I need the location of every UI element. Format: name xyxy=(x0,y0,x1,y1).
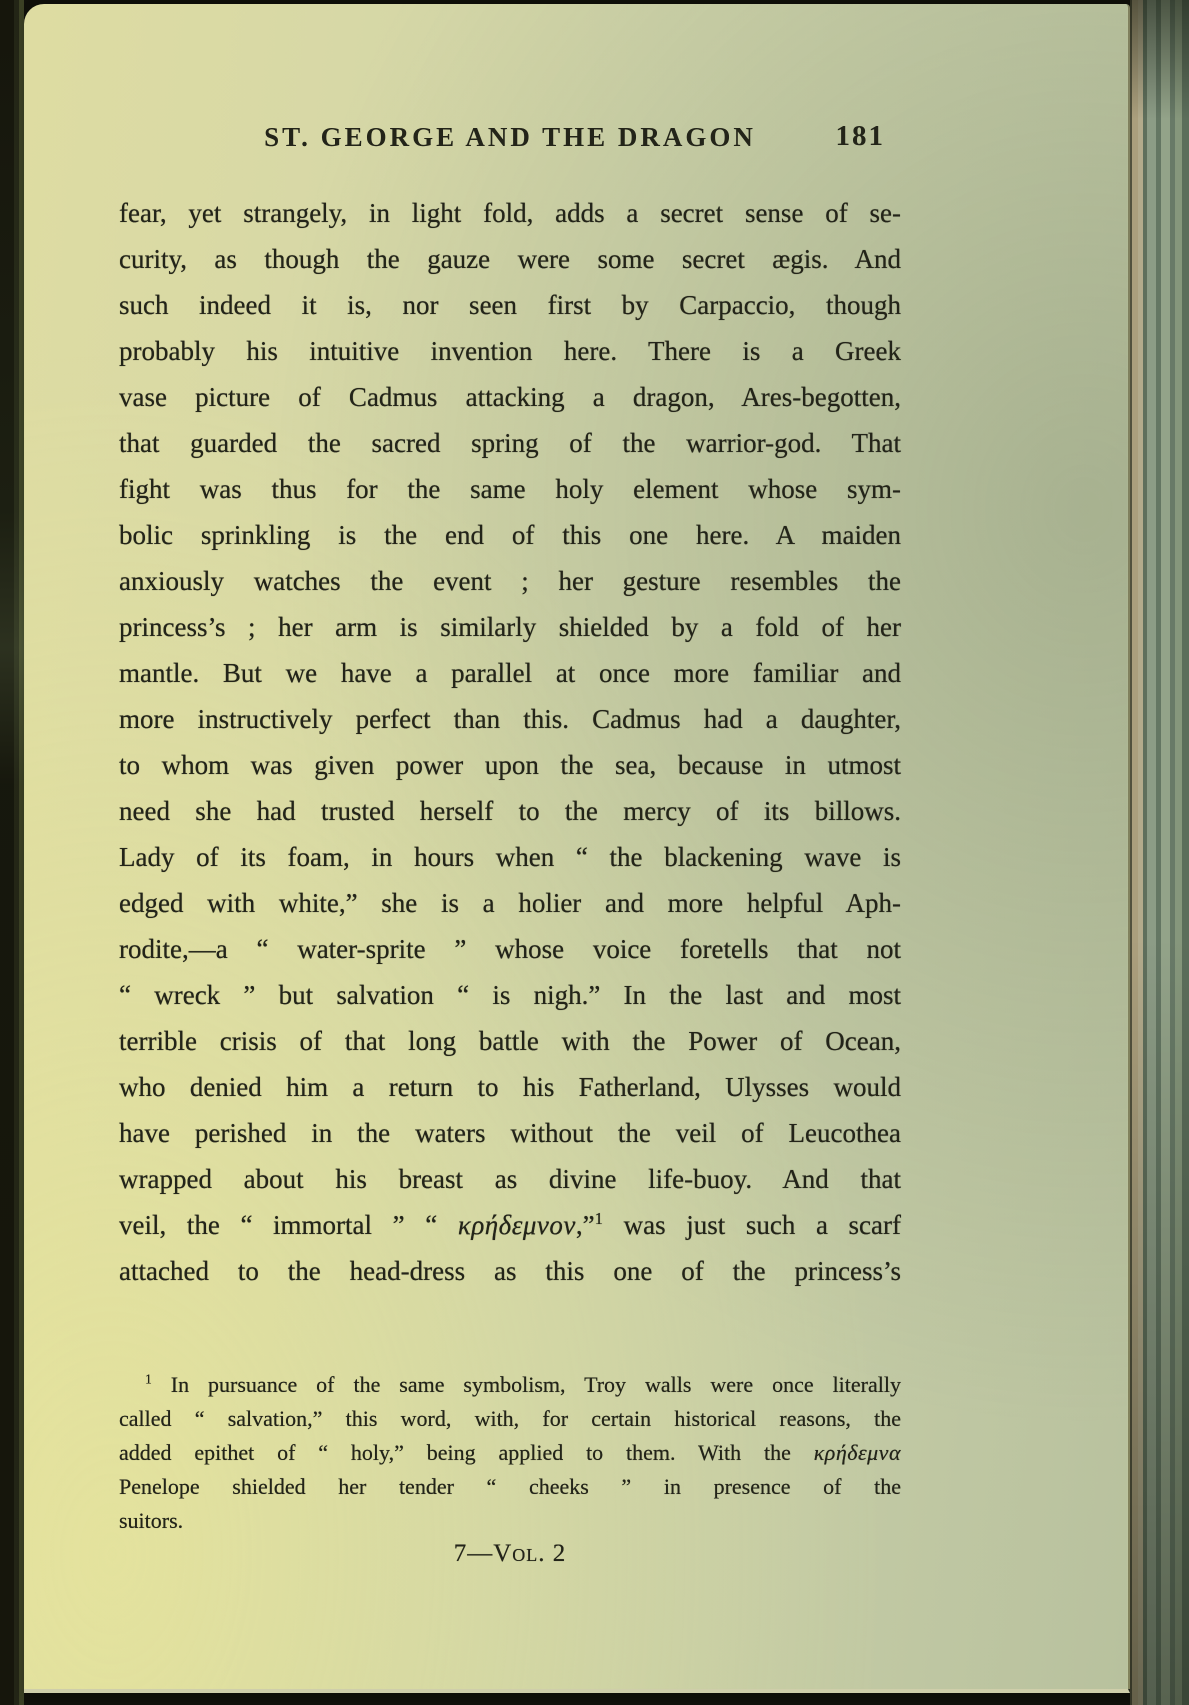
page-number: 181 xyxy=(835,120,885,152)
body-line: wrapped about his breast as divine life-buoy. And that xyxy=(119,1164,901,1194)
body-line: mantle. But we have a parallel at once more familiar and xyxy=(119,658,901,688)
body-line: who denied him a return to his Fatherland, Ulysses would xyxy=(119,1072,901,1102)
body-line: vase picture of Cadmus attacking a dragon, Ares-begotten, xyxy=(119,382,901,412)
page-edges xyxy=(1130,0,1189,1705)
body-line: rodite,—a “ water-sprite ” whose voice foretells that not xyxy=(119,934,901,964)
body-line: terrible crisis of that long battle with the Power of Ocean, xyxy=(119,1026,901,1056)
body-line: have perished in the waters without the veil of Leucothea xyxy=(119,1118,901,1148)
book-page xyxy=(24,4,1130,1693)
footnote-line: called “ salvation,” this word, with, for certain historical reasons, the xyxy=(119,1406,901,1431)
body-line: “ wreck ” but salvation “ is nigh.” In the last and most xyxy=(119,980,901,1010)
body-line: need she had trusted herself to the mercy of its billows. xyxy=(119,796,901,826)
body-line: probably his intuitive invention here. There is a Greek xyxy=(119,336,901,366)
signature-mark: 7—Vol. 2 xyxy=(453,1540,567,1567)
body-line: more instructively perfect than this. Cadmus had a daughter, xyxy=(119,704,901,734)
body-line: edged with white,” she is a holier and more helpful Aph- xyxy=(119,888,901,918)
body-line: attached to the head-dress as this one of the princess’s xyxy=(119,1256,901,1286)
footnote xyxy=(119,1368,901,1538)
body-line: fight was thus for the same holy element whose sym- xyxy=(119,474,901,504)
body-line: Lady of its foam, in hours when “ the blackening wave is xyxy=(119,842,901,872)
body-line: veil, the “ immortal ” “ κρήδεμνον,”$^1$ was just such a scarf xyxy=(119,1209,902,1240)
body-line: such indeed it is, nor seen first by Carpaccio, though xyxy=(119,290,901,320)
body-text xyxy=(119,190,901,1294)
footnote-line: Penelope shielded her tender “ cheeks ” in presence of the xyxy=(119,1474,901,1499)
body-line: bolic sprinkling is the end of this one here. A maiden xyxy=(119,520,901,550)
footnote-line: added epithet of “ holy,” being applied to them. With the κρήδεμνα xyxy=(119,1440,901,1465)
body-line: fear, yet strangely, in light fold, adds a secret sense of se- xyxy=(119,198,901,228)
body-line: princess’s ; her arm is similarly shielded by a fold of her xyxy=(119,612,901,642)
footnote-line: $^1$ In pursuance of the same symbolism, Troy walls were once literally xyxy=(145,1371,901,1397)
body-line: that guarded the sacred spring of the warrior-god. That xyxy=(119,428,901,458)
page-header xyxy=(119,122,901,166)
running-title: ST. GEORGE AND THE DRAGON xyxy=(264,122,756,152)
footnote-line: suitors. xyxy=(119,1508,184,1533)
body-line: anxiously watches the event ; her gesture resembles the xyxy=(119,566,901,596)
body-line: to whom was given power upon the sea, because in utmost xyxy=(119,750,901,780)
body-line: curity, as though the gauze were some secret ægis. And xyxy=(119,244,901,274)
book-spine-shadow xyxy=(0,0,24,1705)
